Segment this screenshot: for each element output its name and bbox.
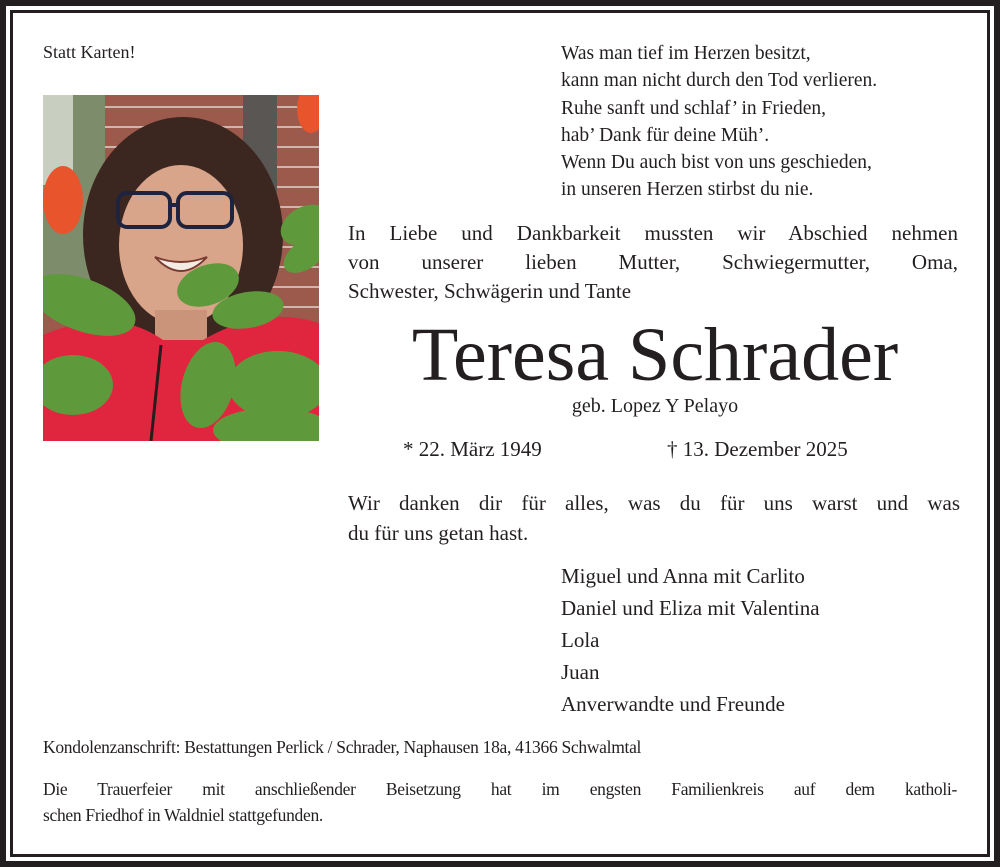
portrait-photo [43, 95, 319, 441]
death-date: † 13. Dezember 2025 [667, 437, 848, 461]
birth-name: geb. Lopez Y Pelayo [571, 395, 739, 417]
mourner: Lola [561, 628, 600, 652]
poem-line: kann man nicht durch den Tod verlieren. [561, 70, 878, 92]
mourner: Juan [561, 660, 600, 684]
intro-text [348, 219, 958, 306]
condolence-address: Kondolenzanschrift: Bestattungen Perlick / Schrader, Naphausen 18a, 41366 Schwalmtal [43, 737, 642, 757]
deceased-name: Teresa Schrader [411, 313, 899, 397]
mourner: Daniel und Eliza mit Valentina [561, 596, 820, 620]
ceremony-line: schen Friedhof in Waldniel stattgefunden. [43, 805, 323, 825]
thanks-line: Wir danken dir für alles, was du für uns warst und was [348, 491, 960, 515]
thanks-text [348, 488, 960, 548]
poem-line: in unseren Herzen stirbst du nie. [561, 179, 814, 201]
poem [561, 40, 877, 204]
mourner: Anverwandte und Freunde [561, 692, 785, 716]
mourners-list [561, 560, 820, 720]
mourner: Miguel und Anna mit Carlito [561, 564, 805, 588]
portrait-image [43, 95, 319, 441]
poem-line: Was man tief im Herzen besitzt, [561, 43, 811, 64]
poem-line: Ruhe sanft und schlaf’ in Frieden, [561, 97, 826, 119]
ceremony-note [43, 776, 957, 828]
header-note: Statt Karten! [43, 42, 136, 62]
poem-line: Wenn Du auch bist von uns geschieden, [561, 152, 872, 174]
intro-line: In Liebe und Dankbarkeit mussten wir Abschied nehmen [348, 221, 958, 245]
poem-line: hab’ Dank für deine Müh’. [561, 124, 770, 146]
intro-line: Schwester, Schwägerin und Tante [348, 279, 632, 303]
intro-line: von unserer lieben Mutter, Schwiegermutter, Oma, [348, 250, 958, 274]
thanks-line: du für uns getan hast. [348, 521, 529, 545]
birth-date: * 22. März 1949 [403, 437, 542, 461]
ceremony-line: Die Trauerfeier mit anschließender Beisetzung hat im engsten Familienkreis auf dem katholi- [43, 779, 957, 799]
